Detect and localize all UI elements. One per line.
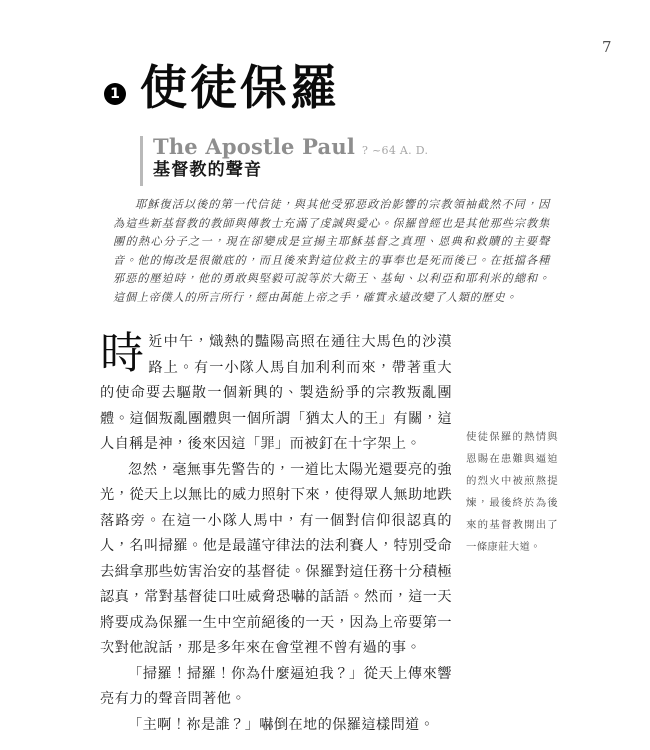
drop-cap: 時	[100, 328, 145, 379]
body-paragraph-3: 「掃羅！掃羅！你為什麼逼迫我？」從天上傳來響亮有力的聲音問著他。	[100, 665, 452, 707]
chapter-title-row	[104, 61, 564, 122]
chapter-header	[104, 61, 564, 186]
chapter-number-badge: 1	[104, 83, 126, 105]
page-title: 使徒保羅	[140, 61, 340, 116]
subtitle-dates: ? ~64 A. D.	[362, 144, 429, 157]
margin-note: 使徒保羅的熱情與恩賜在患難與逼迫的烈火中被煎熬提煉，最後終於為後來的基督教開出了一條康莊大道。	[466, 431, 558, 553]
body-paragraph-1	[100, 330, 452, 458]
intro-paragraph: 耶穌復活以後的第一代信徒，與其他受邪惡政治影響的宗教領袖截然不同，因為這些新基督教的教師與傳教士充滿了虔誠與愛心。保羅曾經也是其他那些宗教集團的熱心分子之一，現在卻變成是宣揚主耶穌基督之真理、恩典和救贖的主要聲音。他的悔改是很徹底的，而且後來對這位救主的事奉也是死而後已。在抵擋各種邪惡的壓迫時，他的勇敢與堅毅可說等於大衛王、基甸、以利亞和耶利米的總和。這個上帝僕人的所言所行，經由萬能上帝之手，確實永遠改變了人類的歷史。	[113, 198, 550, 304]
page-number: 7	[601, 38, 612, 56]
subtitle-chinese: 基督教的聲音	[153, 160, 263, 180]
body-paragraph-1-text: 近中午，熾熱的豔陽高照在通往大馬色的沙漠路上。有一小隊人馬自加利利而來，帶著重大的使命要去驅散一個新興的、製造紛爭的宗教叛亂團體。這個叛亂團體與一個所謂「猶太人的王」有關，這人自稱是神，後來因這「罪」而被釘在十字架上。	[100, 334, 452, 452]
subtitle-english: The Apostle Paul	[153, 134, 356, 159]
subtitle-block	[140, 136, 564, 186]
subtitle-english-row	[153, 136, 564, 157]
body-column	[100, 330, 452, 738]
body-paragraph-2: 忽然，毫無事先警告的，一道比太陽光還要亮的強光，從天上以無比的威力照射下來，使得眾人無助地跌落路旁。在這一小隊人馬中，有一個對信仰很認真的人，名叫掃羅。他是最謹守律法的法利賽人，特別受命去緝拿那些妨害治安的基督徒。保羅對這任務十分積極認真，常對基督徒口吐威脅恐嚇的話語。然而，這一天將要成為保羅一生中空前絕後的一天，因為上帝要第一次對他說話，那是多年來在會堂裡不曾有過的事。	[100, 461, 452, 656]
body-paragraph-4: 「主啊！祢是誰？」嚇倒在地的保羅這樣問道。	[128, 716, 435, 733]
